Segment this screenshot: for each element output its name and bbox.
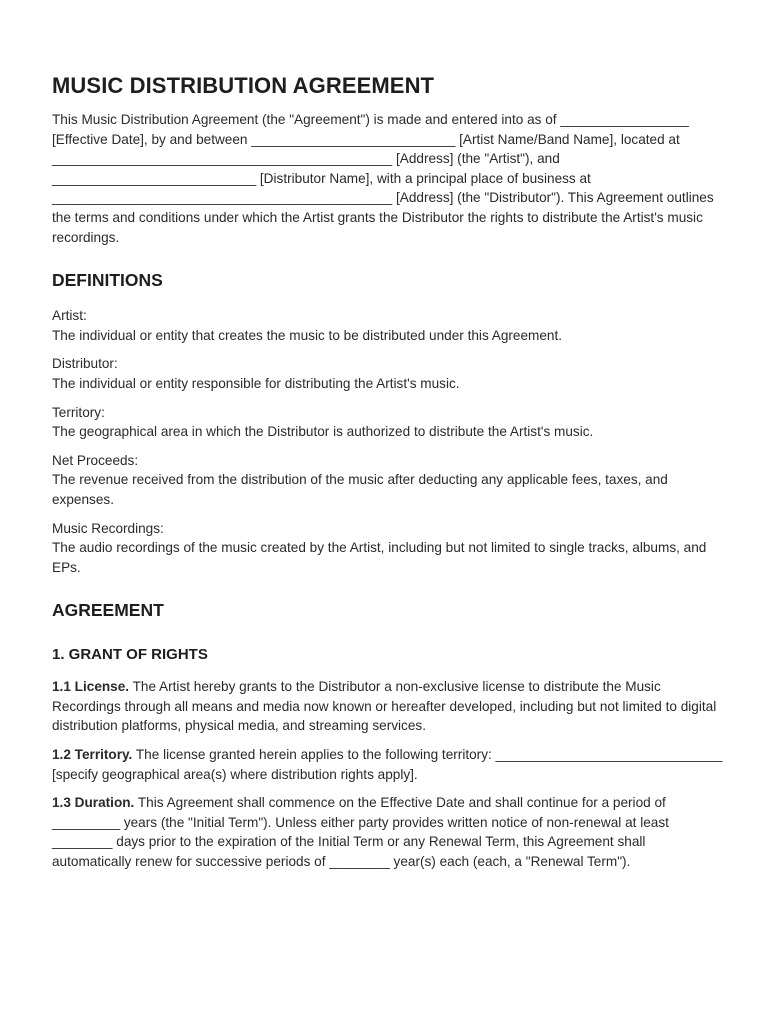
definition-term: Distributor:	[52, 356, 118, 372]
definition-term: Territory:	[52, 404, 105, 420]
clause-text: The license granted herein applies to the following territory: ______________________________ [specify geographical area(s) where distribution rights apply].	[52, 747, 723, 782]
definition-item	[52, 403, 724, 442]
clause-text: This Agreement shall commence on the Effective Date and shall continue for a period of _________ years (the "Initial Term"). Unless either party provides written notice of non-renewal at least ________ days prior to the expiration of the Initial Term or any Renewal Term, this Agreement shall automatically renew for successive periods of ________ year(s) each (each, a "Renewal Term").	[52, 795, 669, 870]
document-title: MUSIC DISTRIBUTION AGREEMENT	[52, 73, 435, 98]
clause-license	[52, 677, 724, 736]
definitions-heading: DEFINITIONS	[52, 270, 163, 291]
definitions-list	[52, 306, 724, 577]
definition-text: The revenue received from the distribution of the music after deducting any applicable fees, taxes, and expenses.	[52, 472, 668, 507]
agreement-heading: AGREEMENT	[52, 600, 164, 621]
clause-label: 1.2 Territory.	[52, 747, 133, 763]
clause-label: 1.1 License.	[52, 679, 130, 695]
clause-territory	[52, 745, 724, 784]
definition-item	[52, 306, 724, 345]
definition-item	[52, 519, 724, 578]
intro-paragraph: This Music Distribution Agreement (the "Agreement") is made and entered into as of _________________ [Effective Date], by and between ___________________________ [Artist Name/Band Name], located at _____________________________________________ [Address] (the "Artist"), and ___________________________ [Distributor Name], with a principal place of business at _____________________________________________ [Address] (the "Distributor"). This Agreement outlines the terms and conditions under which the Artist grants the Distributor the rights to distribute the Artist's music recordings.	[52, 112, 714, 245]
grant-of-rights-heading: 1. GRANT OF RIGHTS	[52, 646, 208, 664]
definition-text: The individual or entity that creates the music to be distributed under this Agreement.	[52, 327, 563, 343]
definition-text: The geographical area in which the Distributor is authorized to distribute the Artist's music.	[52, 424, 594, 440]
clause-text: The Artist hereby grants to the Distributor a non-exclusive license to distribute the Music Recordings through all means and media now known or hereafter developed, including but not limited to digital distribution platforms, physical media, and streaming services.	[52, 679, 717, 734]
definition-term: Artist:	[52, 308, 87, 324]
definition-item	[52, 451, 724, 510]
clause-duration	[52, 793, 724, 871]
document-page	[52, 72, 724, 872]
definition-text: The individual or entity responsible for distributing the Artist's music.	[52, 375, 460, 391]
definition-term: Music Recordings:	[52, 520, 164, 536]
definition-term: Net Proceeds:	[52, 452, 139, 468]
definition-item	[52, 354, 724, 393]
clause-label: 1.3 Duration.	[52, 795, 135, 811]
definition-text: The audio recordings of the music created by the Artist, including but not limited to single tracks, albums, and EPs.	[52, 540, 707, 575]
